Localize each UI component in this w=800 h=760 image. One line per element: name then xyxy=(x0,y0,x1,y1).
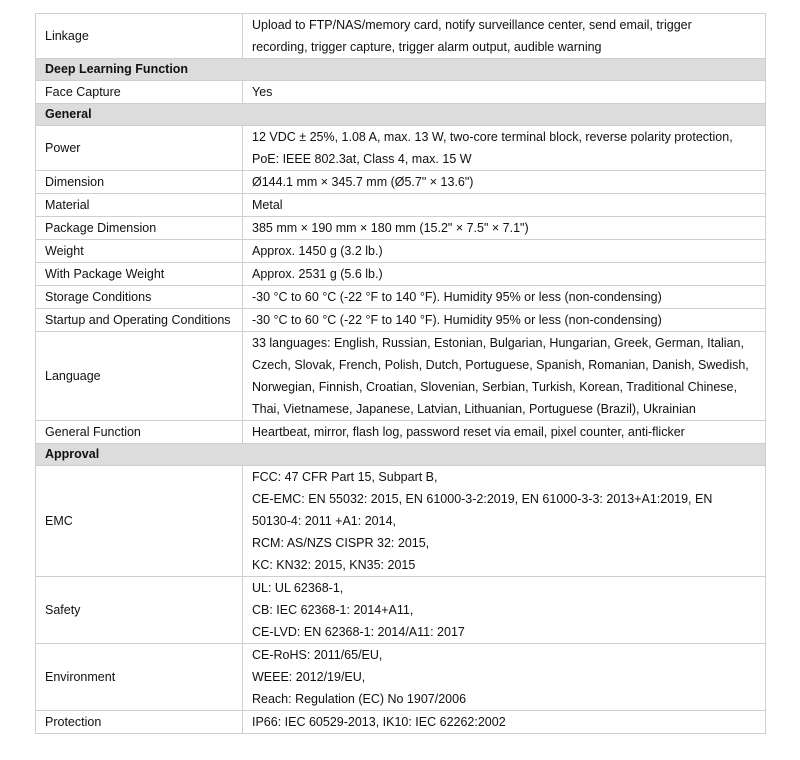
section-title: Deep Learning Function xyxy=(36,59,766,81)
spec-value-line: RCM: AS/NZS CISPR 32: 2015, xyxy=(252,536,430,550)
spec-label: Protection xyxy=(36,711,243,734)
spec-value-line: FCC: 47 CFR Part 15, Subpart B, xyxy=(252,470,438,484)
spec-value-line: 385 mm × 190 mm × 180 mm (15.2" × 7.5" × 7.1") xyxy=(252,221,529,235)
spec-value xyxy=(243,240,766,263)
spec-table-body xyxy=(36,14,766,734)
spec-table xyxy=(35,13,766,734)
spec-value xyxy=(243,194,766,217)
spec-label: With Package Weight xyxy=(36,263,243,286)
spec-value-line: KC: KN32: 2015, KN35: 2015 xyxy=(252,558,416,572)
spec-value xyxy=(243,711,766,734)
spec-value-line: 12 VDC ± 25%, 1.08 A, max. 13 W, two-core terminal block, reverse polarity protection, xyxy=(252,130,733,144)
spec-row xyxy=(36,81,766,104)
spec-row xyxy=(36,332,766,421)
spec-row xyxy=(36,14,766,59)
spec-row xyxy=(36,286,766,309)
spec-label: EMC xyxy=(36,466,243,577)
spec-value xyxy=(243,14,766,59)
section-title: Approval xyxy=(36,444,766,466)
spec-value xyxy=(243,81,766,104)
spec-value-line: CE-RoHS: 2011/65/EU, xyxy=(252,648,383,662)
spec-value-line: Yes xyxy=(252,85,273,99)
spec-row xyxy=(36,171,766,194)
spec-value-line: Ø144.1 mm × 345.7 mm (Ø5.7" × 13.6") xyxy=(252,175,474,189)
section-header xyxy=(36,59,766,81)
spec-value-line: -30 °C to 60 °C (-22 °F to 140 °F). Humidity 95% or less (non-condensing) xyxy=(252,313,662,327)
spec-label: Dimension xyxy=(36,171,243,194)
spec-label: Package Dimension xyxy=(36,217,243,240)
spec-label: Power xyxy=(36,126,243,171)
spec-value-line: CB: IEC 62368-1: 2014+A11, xyxy=(252,603,414,617)
spec-row xyxy=(36,577,766,644)
spec-row xyxy=(36,240,766,263)
spec-label: Face Capture xyxy=(36,81,243,104)
spec-value-line: IP66: IEC 60529-2013, IK10: IEC 62262:2002 xyxy=(252,715,506,729)
spec-value xyxy=(243,171,766,194)
spec-label: Language xyxy=(36,332,243,421)
spec-value xyxy=(243,421,766,444)
spec-value-line: WEEE: 2012/19/EU, xyxy=(252,670,366,684)
spec-value-line: Approx. 1450 g (3.2 lb.) xyxy=(252,244,383,258)
spec-value-line: -30 °C to 60 °C (-22 °F to 140 °F). Humidity 95% or less (non-condensing) xyxy=(252,290,662,304)
spec-row xyxy=(36,421,766,444)
spec-value-line: CE-LVD: EN 62368-1: 2014/A11: 2017 xyxy=(252,625,465,639)
spec-value-line: UL: UL 62368-1, xyxy=(252,581,344,595)
spec-label: Environment xyxy=(36,644,243,711)
spec-label: Linkage xyxy=(36,14,243,59)
spec-value-line: Norwegian, Finnish, Croatian, Slovenian, Serbian, Turkish, Korean, Traditional Chinese, xyxy=(252,380,737,394)
spec-value-line: Heartbeat, mirror, flash log, password reset via email, pixel counter, anti-flicker xyxy=(252,425,685,439)
spec-row xyxy=(36,263,766,286)
spec-row xyxy=(36,466,766,577)
spec-row xyxy=(36,126,766,171)
spec-row xyxy=(36,194,766,217)
spec-value-line: recording, trigger capture, trigger alarm output, audible warning xyxy=(252,40,602,54)
spec-label: Storage Conditions xyxy=(36,286,243,309)
section-header xyxy=(36,104,766,126)
spec-row xyxy=(36,644,766,711)
spec-value xyxy=(243,126,766,171)
spec-label: Safety xyxy=(36,577,243,644)
spec-label: Weight xyxy=(36,240,243,263)
spec-row xyxy=(36,711,766,734)
spec-value-line: Czech, Slovak, French, Polish, Dutch, Portuguese, Spanish, Romanian, Danish, Swedish, xyxy=(252,358,749,372)
spec-value xyxy=(243,217,766,240)
spec-value-line: 33 languages: English, Russian, Estonian, Bulgarian, Hungarian, Greek, German, Italian, xyxy=(252,336,744,350)
spec-row xyxy=(36,309,766,332)
section-header xyxy=(36,444,766,466)
spec-value xyxy=(243,263,766,286)
spec-value-line: CE-EMC: EN 55032: 2015, EN 61000-3-2:2019, EN 61000-3-3: 2013+A1:2019, EN xyxy=(252,492,713,506)
spec-value xyxy=(243,332,766,421)
spec-value-line: Reach: Regulation (EC) No 1907/2006 xyxy=(252,692,467,706)
spec-value xyxy=(243,466,766,577)
section-title: General xyxy=(36,104,766,126)
spec-value-line: Upload to FTP/NAS/memory card, notify surveillance center, send email, trigger xyxy=(252,18,692,32)
spec-value xyxy=(243,309,766,332)
spec-value xyxy=(243,644,766,711)
spec-value-line: Approx. 2531 g (5.6 lb.) xyxy=(252,267,383,281)
spec-value-line: Metal xyxy=(252,198,283,212)
spec-value xyxy=(243,577,766,644)
spec-label: Material xyxy=(36,194,243,217)
spec-value-line: 50130-4: 2011 +A1: 2014, xyxy=(252,514,396,528)
spec-value xyxy=(243,286,766,309)
spec-row xyxy=(36,217,766,240)
spec-value-line: Thai, Vietnamese, Japanese, Latvian, Lithuanian, Portuguese (Brazil), Ukrainian xyxy=(252,402,696,416)
spec-label: General Function xyxy=(36,421,243,444)
spec-value-line: PoE: IEEE 802.3at, Class 4, max. 15 W xyxy=(252,152,472,166)
spec-label: Startup and Operating Conditions xyxy=(36,309,243,332)
